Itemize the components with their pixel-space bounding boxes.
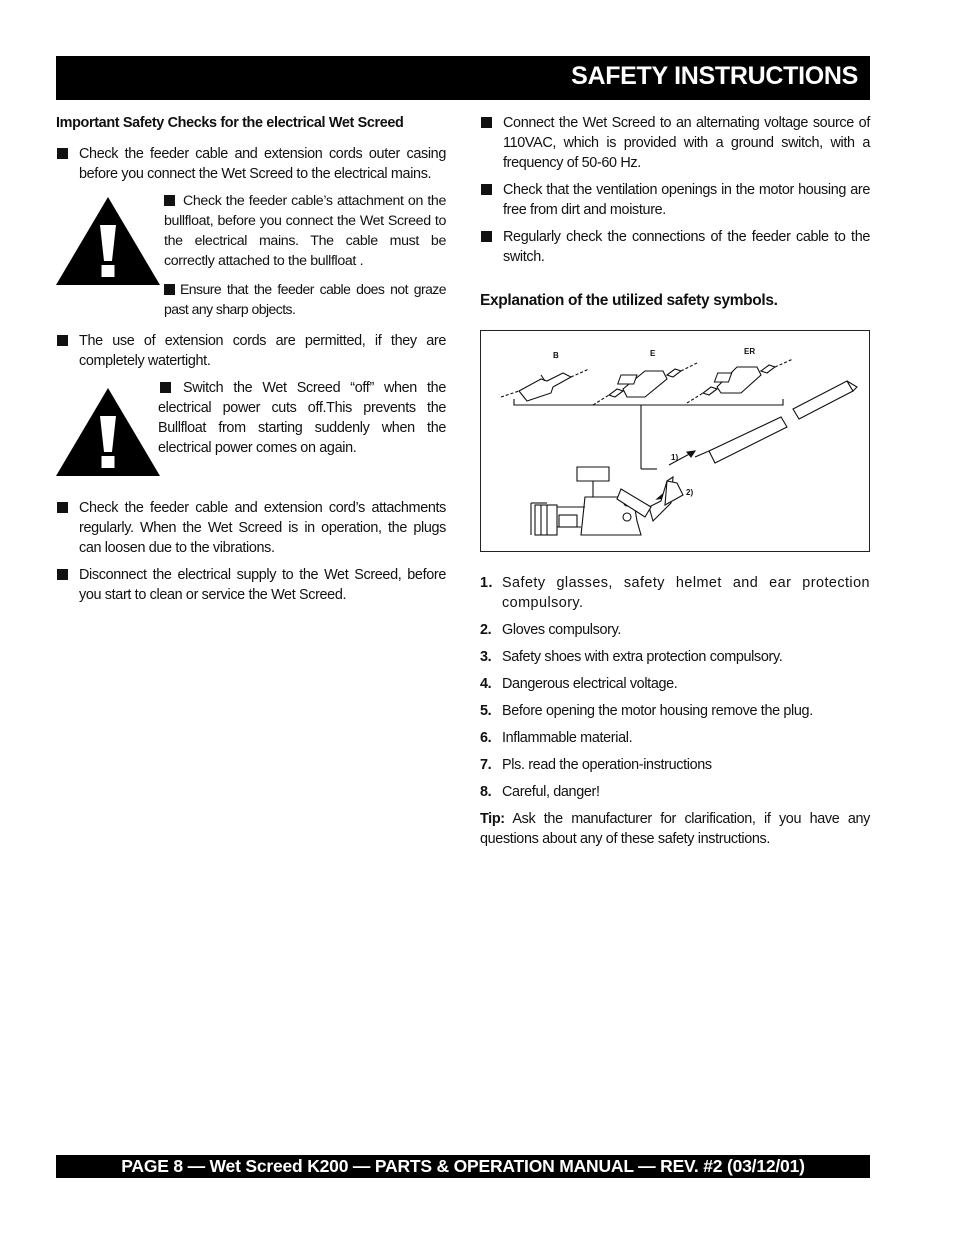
diagram-label-1: 1) [671, 453, 679, 462]
symbol-item-8 [480, 782, 870, 802]
symbol-item-text: Gloves compulsory. [502, 622, 621, 638]
left-bullet-3 [56, 498, 446, 558]
left-bullet-3-text: Check the feeder cable and extension cord’s attachments regularly. When the Wet Screed is in operation, the plugs can loosen due to the vibrations. [79, 500, 446, 556]
left-bullet-2-text: The use of extension cords are permitted, if they are completely watertight. [79, 333, 446, 369]
symbol-item-text: Dangerous electrical voltage. [502, 676, 678, 692]
warning-1-item-2-text: Ensure that the feeder cable does not graze past any sharp objects. [164, 281, 446, 317]
symbol-item-text: Careful, danger! [502, 784, 600, 800]
right-bullet-1 [480, 113, 870, 173]
symbol-item-number: 1. [480, 575, 493, 591]
symbol-item-number: 8. [480, 784, 492, 800]
diagram-label-2: 2) [686, 488, 694, 497]
tip-paragraph [480, 809, 870, 849]
header-bar [56, 56, 870, 100]
symbol-item-number: 3. [480, 649, 492, 665]
symbol-item-7 [480, 755, 870, 775]
symbol-item-text: Safety glasses, safety helmet and ear protection compulsory. [502, 575, 870, 611]
warning-2-item-1 [158, 378, 446, 458]
symbol-item-text: Pls. read the operation-instructions [502, 757, 712, 773]
tip-text: Ask the manufacturer for clarification, if you have any questions about any of these safety instructions. [480, 811, 870, 847]
diagram-label-e: E [650, 349, 656, 358]
symbol-list [480, 573, 870, 849]
symbol-item-text: Safety shoes with extra protection compulsory. [502, 649, 783, 665]
symbol-item-3 [480, 647, 870, 667]
bullet-square-icon [57, 502, 68, 513]
warning-1-item-1-text: Check the feeder cable’s attachment on the bullfloat, before you connect the Wet Screed to the electrical mains. The cable must be correctly attached to the bullfloat . [164, 193, 446, 269]
symbol-item-6 [480, 728, 870, 748]
left-bullet-1 [56, 144, 446, 184]
right-bullet-3 [480, 227, 870, 267]
page-title: SAFETY INSTRUCTIONS [571, 62, 858, 90]
symbol-item-number: 4. [480, 676, 492, 692]
bullet-square-icon [57, 148, 68, 159]
safety-checks-heading: Important Safety Checks for the electrical Wet Screed [56, 115, 404, 131]
symbols-explanation-heading: Explanation of the utilized safety symbols. [480, 292, 778, 309]
symbol-item-number: 5. [480, 703, 492, 719]
left-bullet-2 [56, 331, 446, 371]
right-bullet-2 [480, 180, 870, 220]
warning-1-item-2 [164, 279, 446, 319]
bullet-square-icon [481, 117, 492, 128]
diagram-label-b: B [553, 351, 559, 360]
cable-diagram-illustration [481, 331, 869, 551]
bullet-square-icon [164, 284, 175, 295]
right-bullet-2-text: Check that the ventilation openings in the motor housing are free from dirt and moisture. [503, 182, 870, 218]
right-bullet-1-text: Connect the Wet Screed to an alternating voltage source of 110VAC, which is provided with a ground switch, with a frequency of 50-60 Hz. [503, 115, 870, 171]
right-bullet-3-text: Regularly check the connections of the feeder cable to the switch. [503, 229, 870, 265]
bullet-square-icon [57, 335, 68, 346]
symbol-item-number: 2. [480, 622, 492, 638]
diagram-label-er: ER [744, 347, 756, 356]
symbol-item-4 [480, 674, 870, 694]
left-bullet-4-text: Disconnect the electrical supply to the Wet Screed, before you start to clean or service the Wet Screed. [79, 567, 446, 603]
right-column [480, 113, 870, 311]
left-bullet-1-text: Check the feeder cable and extension cords outer casing before you connect the Wet Screed to the electrical mains. [79, 146, 446, 182]
warning-1-item-1 [164, 191, 446, 271]
cable-connection-diagram [480, 330, 870, 552]
warning-2-item-1-text: Switch the Wet Screed “off” when the electrical power cuts off.This prevents the Bullfloat from starting suddenly when the electrical power comes on again. [158, 380, 446, 456]
symbol-item-number: 7. [480, 757, 492, 773]
symbol-item-number: 6. [480, 730, 492, 746]
warning-block-1 [56, 191, 446, 325]
symbol-item-5 [480, 701, 870, 721]
warning-triangle-icon [56, 197, 160, 285]
bullet-square-icon [481, 184, 492, 195]
bullet-square-icon [57, 569, 68, 580]
symbol-item-text: Before opening the motor housing remove the plug. [502, 703, 813, 719]
page-footer: PAGE 8 — Wet Screed K200 — PARTS & OPERATION MANUAL — REV. #2 (03/12/01) [56, 1155, 870, 1178]
bullet-square-icon [160, 382, 171, 393]
symbol-item-1 [480, 573, 870, 613]
left-column [56, 113, 446, 612]
warning-block-2 [56, 378, 446, 492]
symbol-item-2 [480, 620, 870, 640]
tip-label: Tip: [480, 811, 505, 827]
symbol-item-text: Inflammable material. [502, 730, 633, 746]
warning-triangle-icon [56, 388, 160, 476]
left-bullet-4 [56, 565, 446, 605]
bullet-square-icon [164, 195, 175, 206]
bullet-square-icon [481, 231, 492, 242]
